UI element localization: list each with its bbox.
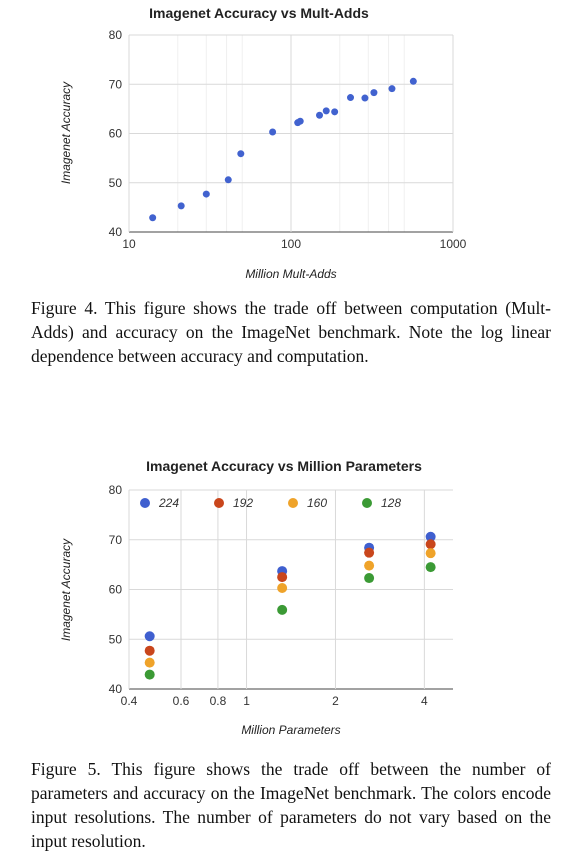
data-point-192 [426, 539, 436, 549]
data-point [323, 107, 330, 114]
x-axis-label: Million Parameters [241, 723, 341, 737]
y-tick-label: 60 [108, 126, 122, 141]
data-point-192 [145, 646, 155, 656]
data-point-128 [426, 562, 436, 572]
legend-label-224: 224 [159, 496, 180, 510]
legend [140, 496, 401, 510]
grid [129, 35, 453, 232]
data-point [237, 150, 244, 157]
x-tick-label: 10 [122, 237, 136, 251]
data-point [410, 78, 417, 85]
data-point-128 [145, 670, 155, 680]
data-point [370, 89, 377, 96]
data-point-224 [145, 631, 155, 641]
figure-4-caption: Figure 4. This figure shows the trade off between computation (Mult-Adds) and accuracy on the ImageNet benchmark. Note the log linear dependence between accuracy and computation. [31, 298, 551, 366]
x-axis-label: Million Mult-Adds [245, 267, 337, 281]
data-point [331, 108, 338, 115]
legend-label-192: 192 [233, 496, 254, 510]
data-point-192 [364, 548, 374, 558]
data-points [145, 532, 436, 680]
chart-parameters [0, 450, 565, 750]
data-point [361, 95, 368, 102]
data-point [203, 191, 210, 198]
y-axis-label: Imagenet Accuracy [59, 81, 73, 185]
x-tick-label: 0.6 [172, 694, 190, 708]
chart-title: Imagenet Accuracy vs Mult-Adds [149, 5, 369, 21]
data-point-192 [277, 572, 287, 582]
y-tick-label: 40 [108, 225, 122, 239]
y-tick-label: 80 [108, 28, 122, 42]
x-tick-label: 0.8 [209, 694, 227, 708]
data-point [178, 202, 185, 209]
y-tick-label: 70 [108, 77, 122, 92]
data-point-160 [145, 658, 155, 668]
data-point [269, 129, 276, 136]
data-point-160 [364, 561, 374, 571]
tick-labels [109, 483, 428, 708]
x-tick-label: 1 [243, 694, 250, 708]
legend-marker-224 [140, 498, 150, 508]
x-tick-label: 2 [332, 694, 339, 708]
data-point [388, 85, 395, 92]
data-points [149, 78, 417, 221]
data-point-160 [277, 583, 287, 593]
tick-labels [109, 28, 467, 251]
x-tick-label: 4 [421, 694, 428, 708]
legend-marker-192 [214, 498, 224, 508]
y-tick-label: 80 [108, 483, 122, 497]
y-tick-label: 60 [108, 582, 122, 597]
data-point-128 [277, 605, 287, 615]
x-tick-label: 1000 [439, 237, 467, 251]
y-axis-label: Imagenet Accuracy [59, 538, 73, 642]
data-point [316, 112, 323, 119]
chart-mult-adds [0, 0, 565, 290]
figure-5-caption: Figure 5. This figure shows the trade off between the number of parameters and accuracy on the ImageNet benchmark. The colors encode input resolutions. The number of parameters do not vary based on the input resolution. [31, 759, 551, 851]
data-point [297, 118, 304, 125]
x-tick-label: 100 [280, 237, 302, 251]
data-point [149, 214, 156, 221]
y-tick-label: 70 [108, 532, 122, 547]
data-point [225, 176, 232, 183]
y-tick-label: 50 [108, 175, 122, 190]
x-tick-label: 0.4 [120, 694, 138, 708]
grid [129, 490, 453, 689]
y-tick-label: 50 [108, 632, 122, 647]
legend-marker-128 [362, 498, 372, 508]
legend-label-160: 160 [307, 496, 328, 510]
legend-marker-160 [288, 498, 298, 508]
legend-label-128: 128 [381, 496, 402, 510]
data-point [347, 94, 354, 101]
data-point-160 [426, 548, 436, 558]
y-tick-label: 40 [108, 682, 122, 696]
data-point-128 [364, 573, 374, 583]
chart-title: Imagenet Accuracy vs Million Parameters [146, 458, 422, 474]
